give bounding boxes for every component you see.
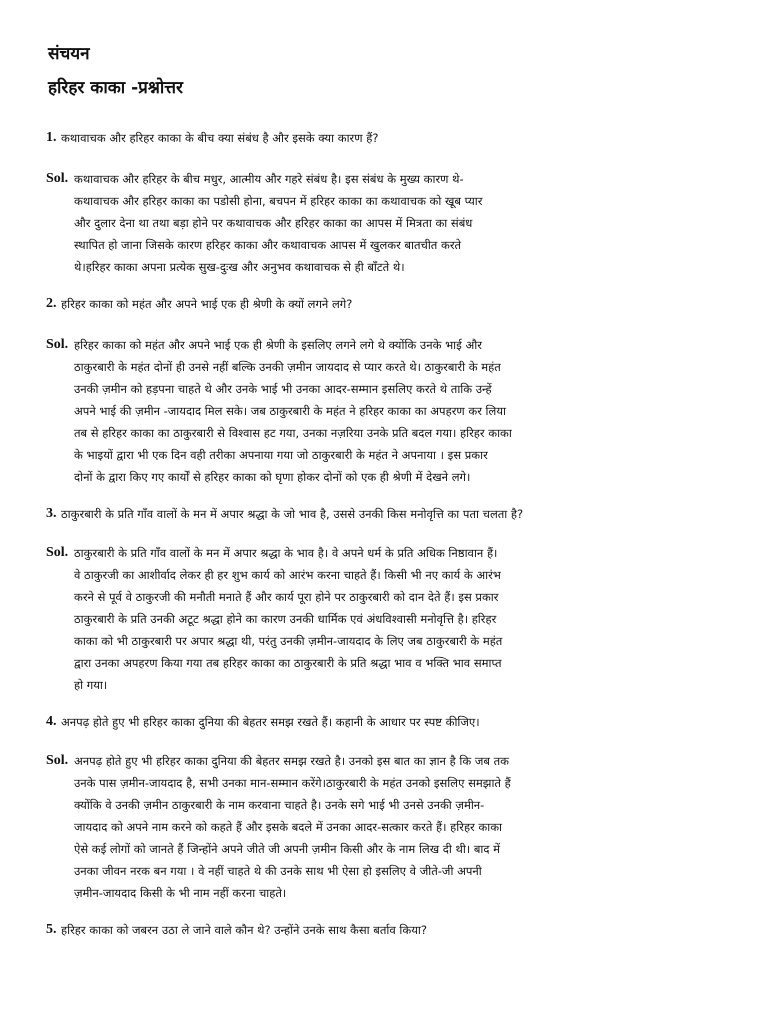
answer-line: और दुलार देना था तथा बड़ा होने पर कथावाचक और हरिहर काका का आपस में मित्रता का संबंध — [74, 216, 473, 230]
answer-marker: Sol. — [46, 545, 69, 560]
answer-line: कथावाचक और हरिहर के बीच मधुर, आत्मीय और गहरे संबंध है। इस संबंध के मुख्य कारण थे- — [74, 172, 464, 186]
answer-line: स्थापित हो जाना जिसके कारण हरिहर काका और कथावाचक आपस में खुलकर बातचीत करते — [74, 238, 462, 252]
answer-text — [74, 750, 736, 904]
document-subtitle: हरिहर काका -प्रश्नोत्तर — [48, 78, 183, 98]
answer-line: ठाकुरबारी के प्रति उनकी अटूट श्रद्धा होने का कारण उनकी धार्मिक एवं अंधविश्वासी मनोवृत्ति है। हरिहर — [74, 612, 497, 626]
answer-line: करने से पूर्व वे ठाकुरजी की मनौती मनाते हैं और कार्य पूरा होने पर ठाकुरबारी को दान देते हैं। इस प्रकार — [74, 590, 499, 604]
answer-line: हरिहर काका को महंत और अपने भाई एक ही श्रेणी के इसलिए लगने लगे थे क्योंकि उनके भाई और — [74, 338, 482, 352]
answer-line: ठाकुरबारी के महंत दोनों ही उनसे नहीं बल्कि उनकी ज़मीन जायदाद से प्यार करते थे। ठाकुरबारी के महंत — [74, 360, 501, 374]
answer-text — [74, 334, 736, 488]
answer-marker: Sol. — [46, 337, 69, 352]
answer-marker: Sol. — [46, 753, 69, 768]
answer-line: ज़मीन-जायदाद किसी के भी नाम नहीं करना चाहते। — [74, 886, 287, 900]
question-number: 4. — [46, 714, 57, 729]
question-text: हरिहर काका को महंत और अपने भाई एक ही श्रेणी के क्यों लगने लगे? — [61, 297, 353, 311]
answer-line: क्योंकि वे उनकी ज़मीन ठाकुरबारी के नाम करवाना चाहते है। उनके सगे भाई भी उनसे उनकी ज़मीन- — [74, 798, 485, 812]
answer-line: थे।हरिहर काका अपना प्रत्येक सुख-दुःख और अनुभव कथावाचक से ही बाँटते थे। — [74, 260, 405, 274]
question-text: कथावाचक और हरिहर काका के बीच क्या संबंध है और इसके क्या कारण हैं? — [61, 131, 379, 145]
answer-line: हो गया। — [74, 678, 108, 692]
answer-text — [74, 542, 736, 696]
answer-line: के भाइयों द्वारा भी एक दिन वही तरीका अपनाया गया जो ठाकुरबारी के महंत ने अपनाया । इस प्रकार — [74, 448, 488, 462]
answer-line: अपने भाई की ज़मीन -जायदाद मिल सके। जब ठाकुरबारी के महंत ने हरिहर काका का अपहरण कर लिया — [74, 404, 506, 418]
answer-line: तब से हरिहर काका का ठाकुरबारी से विश्वास हट गया, उनका नज़रिया उनके प्रति बदल गया। हरिहर काका — [74, 426, 512, 440]
answer-line: उनका जीवन नरक बन गया । वे नहीं चाहते थे की उनके साथ भी ऐसा हो इसलिए वे जीते-जी अपनी — [74, 864, 482, 878]
question-text: हरिहर काका को जबरन उठा ले जाने वाले कौन थे? उन्होंने उनके साथ कैसा बर्ताव किया? — [61, 923, 427, 937]
question-text: अनपढ़ होते हुए भी हरिहर काका दुनिया की बेहतर समझ रखते हैं। कहानी के आधार पर स्पष्ट कीजिए। — [61, 715, 480, 729]
question-text: ठाकुरबारी के प्रति गाँव वालों के मन में अपार श्रद्धा के जो भाव है, उससे उनकी किस मनोवृत्ति का पता चलता है? — [61, 507, 524, 521]
answer-line: उनकी ज़मीन को हड़पना चाहते थे और उनके भाई भी उनका आदर-सम्मान इसलिए करते थे ताकि उन्हें — [74, 382, 492, 396]
answer-line: उनके पास ज़मीन-जायदाद है, सभी उनका मान-सम्मान करेंगे।ठाकुरबारी के महंत उनको इसलिए समझाते हैं — [74, 776, 511, 790]
answer-line: जायदाद को अपने नाम करने को कहते हैं और इसके बदले में उनका आदर-सत्कार करते हैं। हरिहर काका — [74, 820, 503, 834]
answer-marker: Sol. — [46, 171, 69, 186]
document-title: संचयन — [48, 44, 90, 64]
answer-line: काका को भी ठाकुरबारी पर अपार श्रद्धा थी, परंतु उनकी ज़मीन-जायदाद के लिए जब ठाकुरबारी के महंत — [74, 634, 503, 648]
question-number: 5. — [46, 922, 57, 937]
question-number: 3. — [46, 506, 57, 521]
answer-line: ठाकुरबारी के प्रति गाँव वालों के मन में अपार श्रद्धा के भाव है। वे अपने धर्म के प्रति अधिक निष्ठावान हैं। — [74, 546, 498, 560]
answer-line: कथावाचक और हरिहर काका का पडोसी होना, बचपन में हरिहर काका का कथावाचक को खूब प्यार — [74, 194, 483, 208]
answer-line: दोनों के द्वारा किए गए कार्यों से हरिहर काका को घृणा होकर दोनों को एक ही श्रेणी में देखने लगे। — [74, 470, 471, 484]
answer-text — [74, 168, 736, 278]
question-number: 2. — [46, 296, 57, 311]
answer-line: ऐसे कई लोगों को जानते हैं जिन्होंने अपने जीते जी अपनी ज़मीन किसी और के नाम लिख दी थी। बाद में — [74, 842, 501, 856]
answer-line: वे ठाकुरजी का आशीर्वाद लेकर ही हर शुभ कार्य को आरंभ करना चाहते हैं। किसी भी नए कार्य के आरंभ — [74, 568, 501, 582]
question-number: 1. — [46, 130, 57, 145]
answer-line: अनपढ़ होते हुए भी हरिहर काका दुनिया की बेहतर समझ रखते है। उनको इस बात का ज्ञान है कि जब तक — [74, 754, 509, 768]
answer-line: द्वारा उनका अपहरण किया गया तब हरिहर काका का ठाकुरबारी के प्रति श्रद्धा भाव व भक्ति भाव समाप्त — [74, 656, 502, 670]
